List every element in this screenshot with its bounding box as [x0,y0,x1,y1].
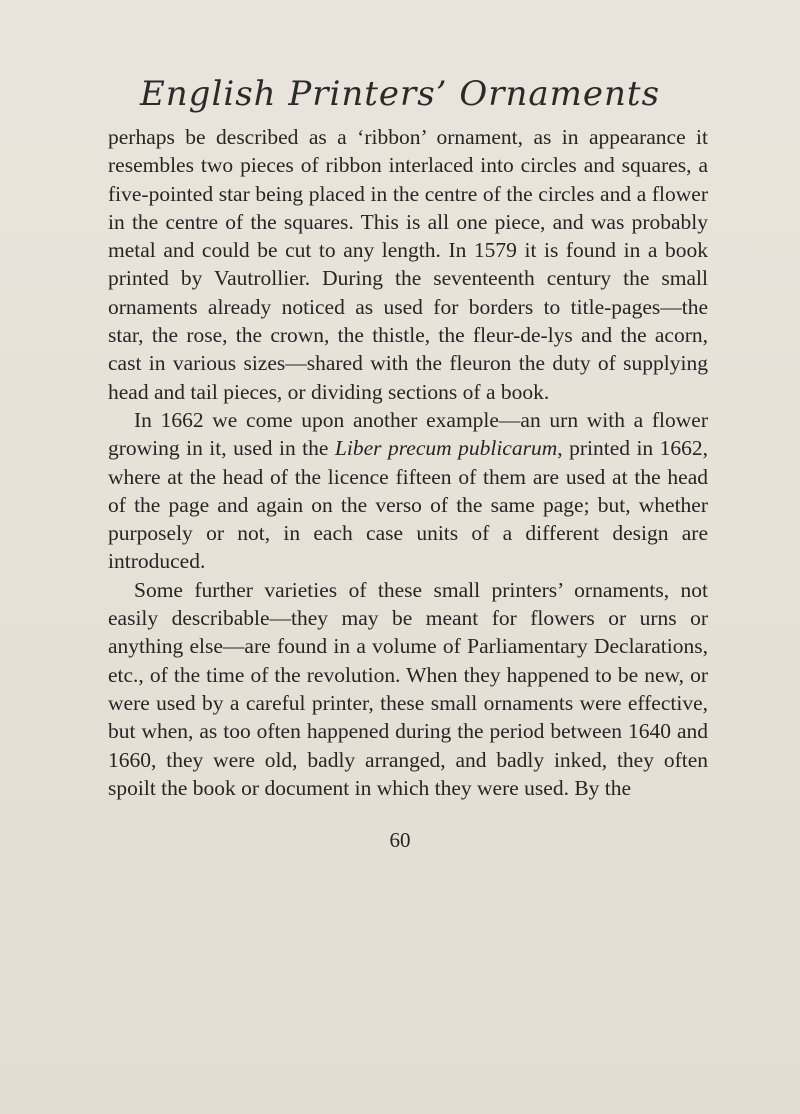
paragraph-2-before: In 1662 we come upon another example—an urn with a flower growing in it, used in the [108,407,708,461]
paragraph-2-after: , printed in 1662, where at the head of the licence fifteen of them are used at the head of the page and again on the verso of the same page; but, whether purposely or not, in each case units of a different design are introduced. [108,436,709,574]
book-title-italic: Liber precum publicarum [334,436,558,461]
paragraph-2 [108,406,708,576]
paragraph-3: Some further varieties of these small printers’ ornaments, not easily describable—they may be meant for flowers or urns or anything else—are found in a volume of Parliamentary Declarations, etc., of the time of the revolution. When they happened to be new, or were used by a careful printer, these small ornaments were effective, but when, as too often happened during the period between 1640 and 1660, they were old, badly arranged, and badly inked, they often spoilt the book or document in which they were used. By the [108,577,708,800]
paragraph-1: perhaps be described as a ‘ribbon’ ornament, as in appearance it resembles two pieces of ribbon interlaced into circles and squares, a five-pointed star being placed in the centre of the circles and a flower in the centre of the squares. This is all one piece, and was probably metal and could be cut to any length. In 1579 it is found in a book printed by Vautrollier. During the seventeenth century the small ornaments already noticed as used for borders to title-pages—the star, the rose, the crown, the thistle, the fleur-de-lys and the acorn, cast in various sizes—shared with the fleuron the duty of supplying head and tail pieces, or dividing sections of a book. [108,125,708,404]
page-number: 60 [389,828,411,852]
body-text [108,123,708,802]
running-head: English Printers’ Ornaments [139,74,661,114]
